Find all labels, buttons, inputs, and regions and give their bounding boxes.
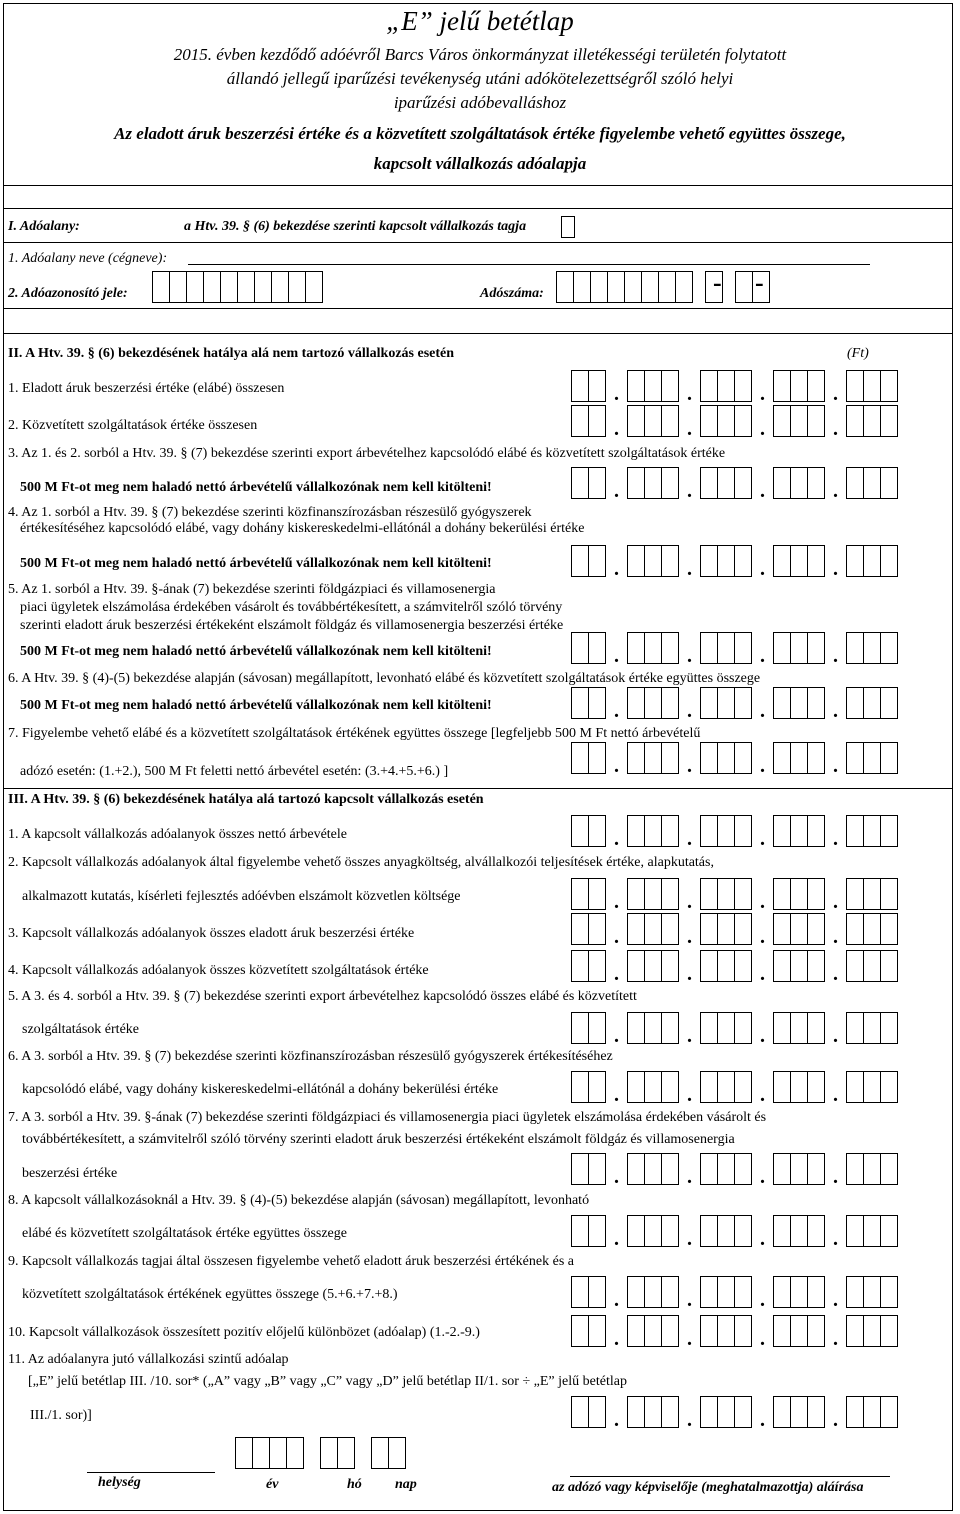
kapcsolt-checkbox-label: a Htv. 39. § (6) bekezdése szerinti kapcsolt vállalkozás tagja xyxy=(184,219,527,234)
taxid-boxes[interactable] xyxy=(152,271,323,305)
kapcsolt-checkbox[interactable] xyxy=(561,216,575,238)
taxno-dash: - xyxy=(755,268,764,297)
row-label: kapcsolódó elábé, vagy dohány kiskereskedelmi-ellátónál a dohány bekerülési értéke xyxy=(22,1082,499,1097)
taxno-boxes[interactable] xyxy=(556,271,770,305)
row-label: III./1. sor)] xyxy=(30,1408,92,1423)
row-label: 2. Kapcsolt vállalkozás adóalanyok által figyelembe vehető összes anyagköltség, alvállalkozói teljesítések értéke, alapkutatás, xyxy=(8,855,714,870)
row-label: 9. Kapcsolt vállalkozás tagjai által összesen figyelembe vehető eladott áruk beszerzési értékének és a xyxy=(8,1254,574,1269)
month-label: hó xyxy=(347,1477,362,1492)
place-line[interactable] xyxy=(87,1472,215,1473)
amount-boxes[interactable] xyxy=(571,950,898,984)
row-label: piaci ügyletek elszámolása érdekében vásárolt és továbbértékesített, a számvitelről szóló törvény xyxy=(20,600,563,615)
row-label: [„E” jelű betétlap III. /10. sor* („A” vagy „B” vagy „C” vagy „D” jelű betétlap II/1. sor ÷ „E” jelű betétlap xyxy=(28,1374,627,1389)
amount-boxes[interactable] xyxy=(571,467,898,501)
row-label: 11. Az adóalanyra jutó vállalkozási szintű adóalap xyxy=(8,1352,289,1367)
row-label: 5. A 3. és 4. sorból a Htv. 39. § (7) bekezdése szerinti export árbevételhez kapcsolódó összes elábé és közvetített xyxy=(8,989,637,1004)
amount-boxes[interactable] xyxy=(571,632,898,666)
row-label: 3. Az 1. és 2. sorból a Htv. 39. § (7) bekezdése szerinti export árbevételhez kapcsolódó elábé és közvetített szolgáltatások értéke xyxy=(8,446,726,461)
signature-line[interactable] xyxy=(570,1476,890,1477)
row-label: 7. Figyelembe vehető elábé és a közvetített szolgáltatások értékének együttes összege [legfeljebb 500 M Ft nettó árbevételű xyxy=(8,726,701,741)
amount-boxes[interactable] xyxy=(571,370,898,404)
amount-boxes[interactable] xyxy=(571,687,898,721)
amount-boxes[interactable] xyxy=(571,1153,898,1187)
section-1-title: I. Adóalany: xyxy=(8,219,80,234)
divider xyxy=(3,308,953,309)
row-label: 3. Kapcsolt vállalkozás adóalanyok összes eladott áruk beszerzési értéke xyxy=(8,926,415,941)
divider xyxy=(3,788,953,789)
row-label: 1. Eladott áruk beszerzési értéke (elábé) összesen xyxy=(8,381,285,396)
row-label: szolgáltatások értéke xyxy=(22,1022,140,1037)
name-label: 1. Adóalany neve (cégneve): xyxy=(8,251,168,266)
row-label: 8. A kapcsolt vállalkozásoknál a Htv. 39. § (4)-(5) bekezdése alapján (sávosan) megállapított, levonható xyxy=(8,1193,590,1208)
amount-boxes[interactable] xyxy=(571,1396,898,1430)
row-label: 2. Közvetített szolgáltatások értéke összesen xyxy=(8,418,258,433)
header-line-5: kapcsolt vállalkozás adóalapja xyxy=(373,154,587,173)
row-label: beszerzési értéke xyxy=(22,1166,118,1181)
taxid-label: 2. Adóazonosító jele: xyxy=(8,286,128,301)
row-label: továbbértékesített, a számvitelről szóló törvény szerinti eladott áruk beszerzési értékeként elszámolt földgáz és villamosenergia xyxy=(22,1132,735,1147)
row-label: 4. Kapcsolt vállalkozás adóalanyok összes közvetített szolgáltatások értéke xyxy=(8,963,429,978)
row-note: 500 M Ft-ot meg nem haladó nettó árbevételű vállalkozónak nem kell kitölteni! xyxy=(20,698,492,713)
amount-boxes[interactable] xyxy=(571,1071,898,1105)
row-label: alkalmazott kutatás, kísérleti fejlesztés adóévben elszámolt közvetlen költsége xyxy=(22,889,461,904)
divider xyxy=(3,242,953,243)
row-label: szerinti eladott áruk beszerzési értékeként elszámolt földgáz és villamosenergia beszerzési értéke xyxy=(20,618,564,633)
row-label: értékesítéséhez kapcsolódó elábé, vagy dohány kiskereskedelmi-ellátónál a dohány bekerülési értéke xyxy=(20,521,585,536)
amount-boxes[interactable] xyxy=(571,913,898,947)
day-label: nap xyxy=(395,1477,417,1492)
amount-boxes[interactable] xyxy=(571,742,898,776)
taxno-dash: - xyxy=(713,268,722,297)
amount-boxes[interactable] xyxy=(571,1315,898,1349)
date-boxes[interactable] xyxy=(235,1437,406,1471)
row-label: 6. A 3. sorból a Htv. 39. § (7) bekezdése szerinti közfinanszírozásban részesülő gyógyszerek értékesítéséhez xyxy=(8,1049,613,1064)
name-input-line[interactable] xyxy=(188,264,870,265)
row-note: 500 M Ft-ot meg nem haladó nettó árbevételű vállalkozónak nem kell kitölteni! xyxy=(20,644,492,659)
amount-boxes[interactable] xyxy=(571,405,898,439)
row-label: 7. A 3. sorból a Htv. 39. §-ának (7) bekezdése szerinti földgázpiaci és villamosenergia piaci ügyletek elszámolása érdekében vásárolt és xyxy=(8,1110,767,1125)
divider xyxy=(3,333,953,334)
amount-boxes[interactable] xyxy=(571,1012,898,1046)
section-2-title: II. A Htv. 39. § (6) bekezdésének hatálya alá nem tartozó vállalkozás esetén xyxy=(8,346,455,361)
divider xyxy=(3,208,953,209)
row-note: 500 M Ft-ot meg nem haladó nettó árbevételű vállalkozónak nem kell kitölteni! xyxy=(20,480,492,495)
row-label: adózó esetén: (1.+2.), 500 M Ft feletti nettó árbevétel esetén: (3.+4.+5.+6.) ] xyxy=(20,764,449,779)
form-title: „E” jelű betétlap xyxy=(386,6,574,36)
amount-boxes[interactable] xyxy=(571,1215,898,1249)
row-label: 4. Az 1. sorból a Htv. 39. § (7) bekezdése szerinti közfinanszírozásban részesülő gyógyszerek xyxy=(8,505,532,520)
section-3-title: III. A Htv. 39. § (6) bekezdésének hatálya alá tartozó kapcsolt vállalkozás esetén xyxy=(8,792,484,807)
amount-boxes[interactable] xyxy=(571,1276,898,1310)
divider xyxy=(3,185,953,186)
row-note: 500 M Ft-ot meg nem haladó nettó árbevételű vállalkozónak nem kell kitölteni! xyxy=(20,556,492,571)
amount-boxes[interactable] xyxy=(571,545,898,579)
row-label: 5. Az 1. sorból a Htv. 39. §-ának (7) bekezdése szerinti földgázpiaci és villamosenergia xyxy=(8,582,496,597)
year-label: év xyxy=(266,1477,279,1492)
row-label: 6. A Htv. 39. § (4)-(5) bekezdése alapján (sávosan) megállapított, levonható elábé és közvetített szolgáltatások értéke együttes összege xyxy=(8,671,761,686)
taxno-label: Adószáma: xyxy=(480,286,544,301)
place-label: helység xyxy=(98,1475,141,1490)
header-line-4: Az eladott áruk beszerzési értéke és a közvetített szolgáltatások értéke figyelembe vehető együttes összege, xyxy=(114,124,846,143)
unit-label: (Ft) xyxy=(847,346,869,361)
row-label: közvetített szolgáltatások értékének együttes összege (5.+6.+7.+8.) xyxy=(22,1287,398,1302)
signature-label: az adózó vagy képviselője (meghatalmazottja) aláírása xyxy=(552,1480,864,1495)
row-label: 10. Kapcsolt vállalkozások összesített pozitív előjelű különbözet (adóalap) (1.-2.-9.) xyxy=(8,1325,480,1340)
header-line-2: állandó jellegű iparűzési tevékenység utáni adókötelezettségről szóló helyi xyxy=(226,69,734,88)
header-line-1: 2015. évben kezdődő adóévről Barcs Város önkormányzat illetékességi területén folytatott xyxy=(173,45,787,64)
row-label: elábé és közvetített szolgáltatások értéke együttes összege xyxy=(22,1226,347,1241)
header-line-3: iparűzési adóbevalláshoz xyxy=(393,93,567,112)
row-label: 1. A kapcsolt vállalkozás adóalanyok összes nettó árbevétele xyxy=(8,827,348,842)
amount-boxes[interactable] xyxy=(571,878,898,912)
amount-boxes[interactable] xyxy=(571,815,898,849)
